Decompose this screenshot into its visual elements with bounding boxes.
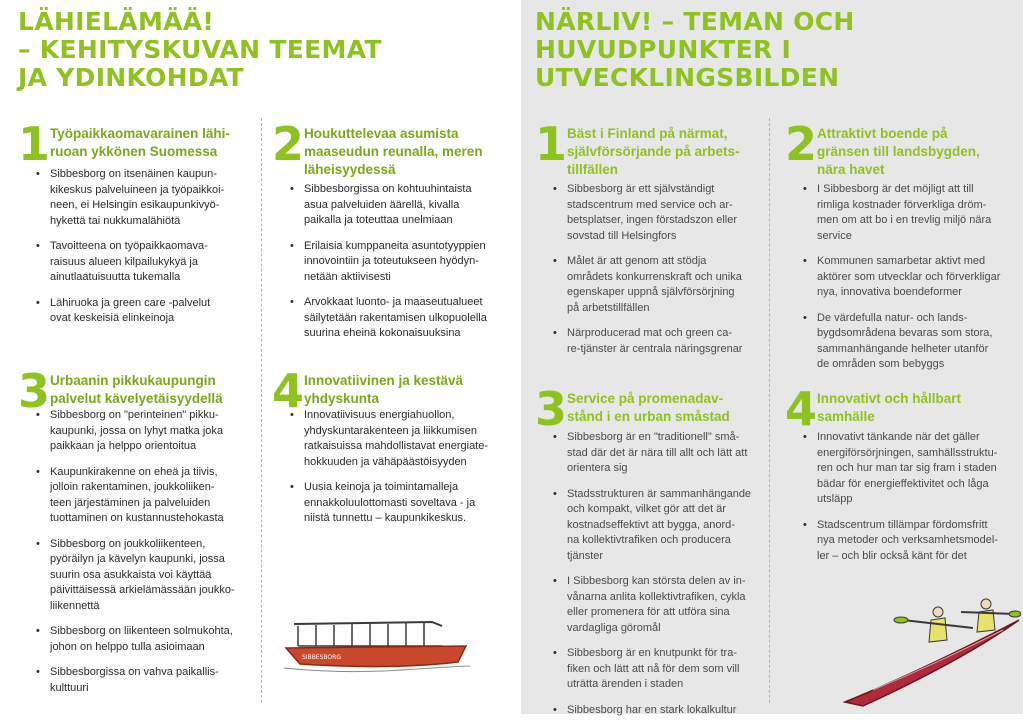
- section-title-line: gränsen till landsbygden,: [817, 144, 980, 159]
- title-line: UTVECKLINGSBILDEN: [535, 63, 840, 92]
- list-item: • Sibbesborgissa on vahva paikallis- kulttuuri: [36, 665, 251, 696]
- section-title-line: Innovativt och hållbart: [817, 391, 962, 406]
- list-item: • Tavoitteena on työpaikkaomava- raisuus alueen kilpailukykyä ja ainutlaatuisuutta tukemalla: [36, 239, 251, 286]
- section-number: 1: [535, 117, 568, 171]
- list-item: • Sibbesborg är en "traditionell" små- stad där det är nära till allt och lätt att orientera sig: [553, 430, 768, 477]
- ferry-boat-illustration: [282, 614, 472, 676]
- section-title-line: samhälle: [817, 409, 875, 424]
- column-divider: [261, 118, 262, 703]
- list-item: • Innovativt tänkande när det gäller energiförsörjningen, samhällsstruktu- ren och hur man tar sig fram i staden bädar för energieffektivitet och låga utsläpp: [803, 430, 1018, 508]
- swedish-main-title: [535, 8, 855, 92]
- section-title-line: Innovatiivinen ja kestävä: [304, 373, 464, 388]
- finnish-panel: [0, 0, 521, 714]
- list-item: • Uusia keinoja ja toimintamalleja ennakkoluulottomasti soveltava - ja niistä tunnettu – kaupunkikeskus.: [290, 480, 505, 527]
- section-number: 4: [785, 382, 818, 436]
- bullet-list: [803, 182, 1018, 383]
- section-title-line: läheisyydessä: [304, 162, 396, 177]
- bullet-list: [553, 182, 768, 367]
- section-title-line: yhdyskunta: [304, 391, 380, 406]
- section-title-line: nära havet: [817, 162, 885, 177]
- section-title: [50, 372, 250, 408]
- section-title-line: palvelut kävelyetäisyydellä: [50, 391, 223, 406]
- title-line: – KEHITYSKUVAN TEEMAT: [18, 35, 382, 64]
- list-item: • Arvokkaat luonto- ja maaseutualueet säilytetään rakentamisen ulkopuolella suurina eheinä kokonaisuuksina: [290, 295, 505, 342]
- section-title: [817, 390, 1017, 426]
- section-number: 1: [18, 117, 51, 171]
- section-title-line: ruoan ykkönen Suomessa: [50, 144, 218, 159]
- list-item: • Stadscentrum tillämpar fördomsfritt nya metoder och verksamhetsmodel- ler – och blir också känt för det: [803, 518, 1018, 565]
- swedish-panel: [521, 0, 1023, 714]
- bullet-list: [36, 408, 251, 706]
- list-item: • Sibbesborg är ett självständigt stadscentrum med service och ar- betsplatser, ingen förstadszon eller sovstad till Helsingfors: [553, 182, 768, 244]
- bullet-list: [553, 430, 768, 728]
- section-title-line: Houkuttelevaa asumista: [304, 126, 459, 141]
- section-number: 3: [535, 382, 568, 436]
- title-line: HUVUDPUNKTER I: [535, 35, 792, 64]
- section-title-line: Bäst i Finland på närmat,: [567, 126, 728, 141]
- section-title-line: tillfällen: [567, 162, 619, 177]
- list-item: • Kaupunkirakenne on eheä ja tiivis, jolloin rakentaminen, joukkoliiken- teen järjestäminen ja palveluiden tuottaminen on kustannustehokasta: [36, 465, 251, 527]
- title-line: NÄRLIV! – TEMAN OCH: [535, 7, 855, 36]
- bullet-list: [290, 408, 505, 537]
- section-number: 4: [272, 364, 305, 418]
- kayak-illustration: [843, 590, 1021, 710]
- list-item: • Sibbesborgissa on kohtuuhintaista asua palveluiden äärellä, kivalla paikalla ja toteuttaa unelmiaan: [290, 182, 505, 229]
- list-item: • Sibbesborg on liikenteen solmukohta, johon on helppo tulla asioimaan: [36, 624, 251, 655]
- list-item: • Lähiruoka ja green care -palvelut ovat keskeisiä elinkeinoja: [36, 296, 251, 327]
- section-title-line: maaseudun reunalla, meren: [304, 144, 483, 159]
- finnish-main-title: [18, 8, 382, 92]
- bullet-list: [290, 182, 505, 352]
- list-item: • Närproducerad mat och green ca- re-tjänster är centrala näringsgrenar: [553, 326, 768, 357]
- section-number: 2: [785, 117, 818, 171]
- section-number: 2: [272, 117, 305, 171]
- column-divider: [769, 118, 770, 703]
- section-title: [567, 390, 767, 426]
- bullet-list: [803, 430, 1018, 574]
- list-item: • De värdefulla natur- och lands- bygdsområdena bevaras som stora, sammanhängande helheter utanför de områden som bebyggs: [803, 311, 1018, 373]
- section-title-line: självförsörjande på arbets-: [567, 144, 740, 159]
- section-title: [50, 125, 250, 161]
- list-item: • Sibbesborg har en stark lokalkultur: [553, 703, 768, 719]
- bullet-list: [36, 167, 251, 337]
- section-title-line: Service på promenadav-: [567, 391, 724, 406]
- list-item: • I Sibbesborg är det möjligt att till rimliga kostnader förverkliga dröm- men om att bo i en trevlig miljö nära service: [803, 182, 1018, 244]
- title-line: LÄHIELÄMÄÄ!: [18, 7, 215, 36]
- list-item: • Sibbesborg on joukkoliikenteen, pyöräilyn ja kävelyn kaupunki, jossa suurin osa asukkaista voi käyttää päivittäisessä arkielämässään joukko- liikennettä: [36, 537, 251, 615]
- section-title-line: Urbaanin pikkukaupungin: [50, 373, 216, 388]
- list-item: • Erilaisia kumppaneita asuntotyyppien innovointiin ja toteutukseen hyödyn- netään aktiivisesti: [290, 239, 505, 286]
- title-line: JA YDINKOHDAT: [18, 63, 244, 92]
- list-item: • Innovatiivisuus energiahuollon, yhdyskuntarakenteen ja liikkumisen ratkaisuissa mahdollistavat energiate- hokkuuden ja vähäpäästöisyyden: [290, 408, 505, 470]
- section-title: [304, 125, 504, 179]
- list-item: • Sibbesborg är en knutpunkt för tra- fiken och lätt att nå för dem som vill uträtta ärenden i staden: [553, 646, 768, 693]
- section-title: [304, 372, 504, 408]
- section-title: [567, 125, 767, 179]
- list-item: • I Sibbesborg kan största delen av in- vånarna anlita kollektivtrafiken, cykla eller promenera för att utföra sina vardagliga göromål: [553, 574, 768, 636]
- list-item: • Sibbesborg on "perinteinen" pikku- kaupunki, jossa on lyhyt matka joka paikkaan ja helppo orientoitua: [36, 408, 251, 455]
- list-item: • Sibbesborg on itsenäinen kaupun- kikeskus palveluineen ja työpaikkoi- neen, ei Helsingin esikaupunkivyö- hykettä tai nukkumalähiötä: [36, 167, 251, 229]
- boat-label: SIBBESBORG: [302, 654, 341, 661]
- list-item: • Kommunen samarbetar aktivt med aktörer som utvecklar och förverkligar nya, innovativa boendeformer: [803, 254, 1018, 301]
- section-title-line: stånd i en urban småstad: [567, 409, 730, 424]
- section-title-line: Työpaikkaomavarainen lähi-: [50, 126, 230, 141]
- section-title-line: Attraktivt boende på: [817, 126, 948, 141]
- section-number: 3: [18, 364, 51, 418]
- list-item: • Målet är att genom att stödja områdets konkurrenskraft och unika egenskaper uppnå självförsörjning på arbetstillfällen: [553, 254, 768, 316]
- list-item: • Stadsstrukturen är sammanhängande och kompakt, vilket gör att det är kostnadseffektivt att bygga, anord- na kollektivtrafiken och producera tjänster: [553, 487, 768, 565]
- section-title: [817, 125, 1017, 179]
